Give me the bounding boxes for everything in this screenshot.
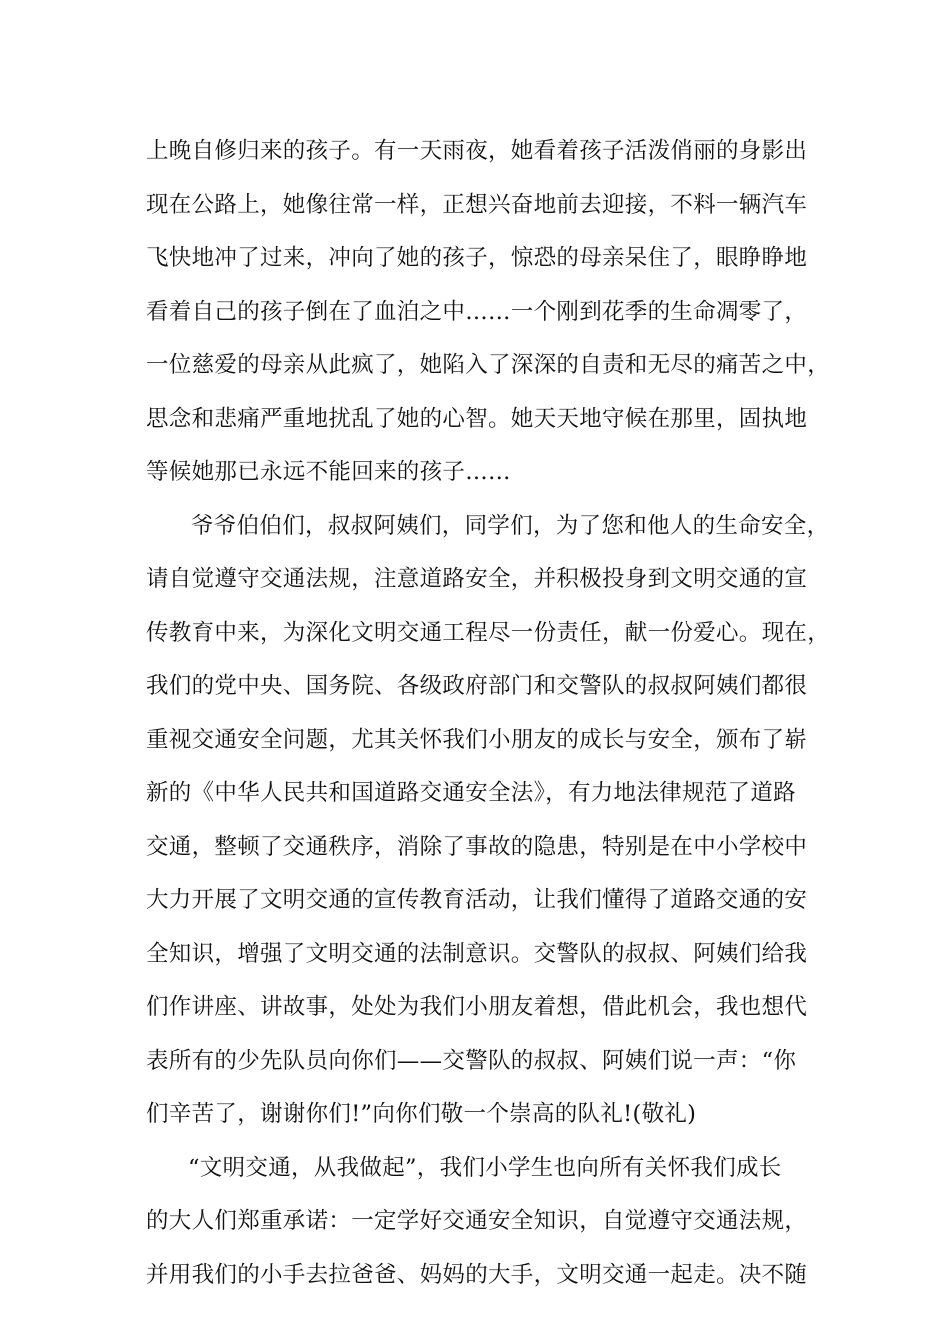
paragraph-line: 的大人们郑重承诺：一定学好交通安全知识，自觉遵守交通法规，	[146, 1208, 808, 1234]
paragraph-line: 传教育中来，为深化文明交通工程尽一份责任，献一份爱心。现在，	[146, 620, 831, 646]
paragraph-line: 现在公路上，她像往常一样，正想兴奋地前去迎接，不料一辆汽车	[146, 192, 808, 218]
paragraph-line: 新的《中华人民共和国道路交通安全法》，有力地法律规范了道路	[146, 780, 796, 806]
paragraph-line: 请自觉遵守交通法规，注意道路安全，并积极投身到文明交通的宣	[146, 566, 808, 592]
paragraph-line: 们辛苦了，谢谢你们!”向你们敬一个崇高的队礼!(敬礼)	[146, 1101, 697, 1127]
paragraph-line: 重视交通安全问题，尤其关怀我们小朋友的成长与安全，颁布了崭	[146, 727, 808, 753]
paragraph-line: 爷爷伯伯们，叔叔阿姨们，同学们，为了您和他人的生命安全，	[191, 513, 830, 539]
paragraph-line: 并用我们的小手去拉爸爸、妈妈的大手，文明交通一起走。决不随	[146, 1262, 808, 1288]
paragraph-line: 看着自己的孩子倒在了血泊之中……一个刚到花季的生命凋零了，	[146, 299, 808, 325]
paragraph-line: 们作讲座、讲故事，处处为我们小朋友着想，借此机会，我也想代	[146, 994, 808, 1020]
paragraph-line: 表所有的少先队员向你们——交警队的叔叔、阿姨们说一声：“你	[146, 1048, 797, 1074]
paragraph-line: 思念和悲痛严重地扰乱了她的心智。她天天地守候在那里，固执地	[146, 406, 808, 432]
paragraph-line: 全知识，增强了文明交通的法制意识。交警队的叔叔、阿姨们给我	[146, 941, 808, 967]
paragraph-line: 上晚自修归来的孩子。有一天雨夜，她看着孩子活泼俏丽的身影出	[146, 138, 808, 164]
paragraph-line: 交通，整顿了交通秩序，消除了事故的隐患，特别是在中小学校中	[146, 834, 808, 860]
paragraph-line: 等候她那已永远不能回来的孩子……	[146, 459, 511, 485]
paragraph-line: “文明交通，从我做起”，我们小学生也向所有关怀我们成长	[188, 1155, 782, 1181]
paragraph-line: 我们的党中央、国务院、各级政府部门和交警队的叔叔阿姨们都很	[146, 673, 808, 699]
paragraph-line: 大力开展了文明交通的宣传教育活动，让我们懂得了道路交通的安	[146, 887, 808, 913]
paragraph-line: 一位慈爱的母亲从此疯了，她陷入了深深的自责和无尽的痛苦之中，	[146, 352, 831, 378]
paragraph-line: 飞快地冲了过来，冲向了她的孩子，惊恐的母亲呆住了，眼睁睁地	[146, 245, 808, 271]
